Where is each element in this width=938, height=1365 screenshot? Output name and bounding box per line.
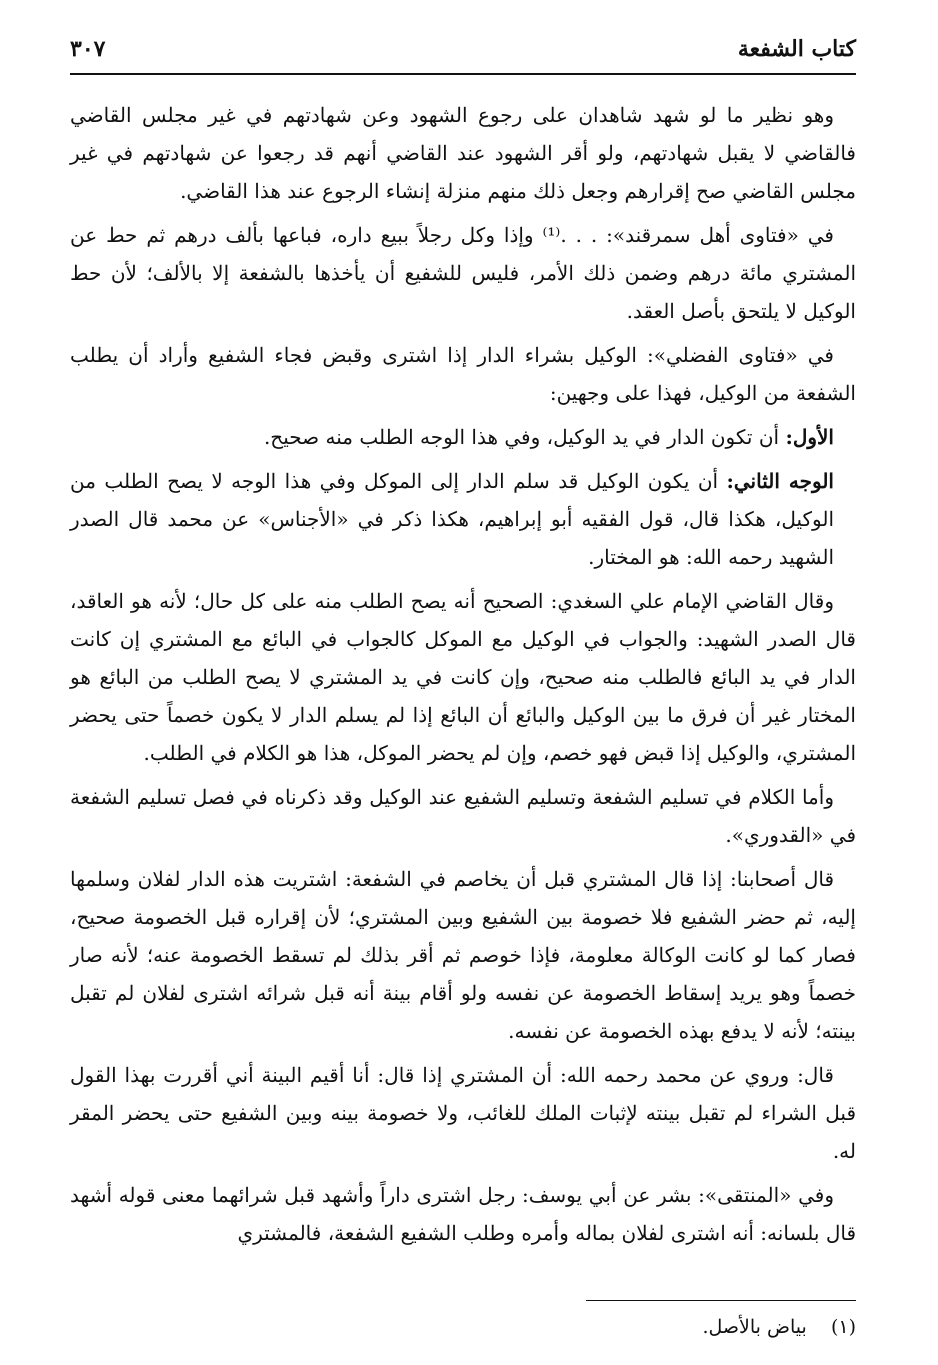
paragraph-text: أن تكون الدار في يد الوكيل، وفي هذا الوجه الطلب منه صحيح. xyxy=(263,425,786,449)
paragraph: وقال القاضي الإمام علي السغدي: الصحيح أنه يصح الطلب منه على كل حال؛ لأنه هو العاقد، قال الصدر الشهيد: والجواب في الوكيل مع الموكل كالجواب في البائع مع المشتري إن كانت الدار في يد البائع فالطلب منه صحيح، وإن كانت في يد المشتري لا يصح الطلب من البائع هو المختار غير أن فرق ما بين الوكيل والبائع أن البائع إذا لم يسلم الدار لا يكون خصماً حتى يحضر المشتري، والوكيل إذا قبض فهو خصم، وإن لم يحضر الموكل، هذا هو الكلام في الطلب. xyxy=(70,589,856,765)
paragraph: قال: وروي عن محمد رحمه الله: أن المشتري إذا قال: أنا أقيم البينة أني أقررت بهذا القول قبل الشراء لم تقبل بينته لإثبات الملك للغائب، ولا خصومة بينه وبين الشفيع حتى يحضر المقر له. xyxy=(70,1063,857,1163)
running-title: كتاب الشفعة xyxy=(737,36,856,62)
footnote xyxy=(70,1313,856,1341)
header-rule xyxy=(70,73,856,75)
paragraph: وفي «المنتقى»: بشر عن أبي يوسف: رجل اشترى داراً وأشهد قبل شرائهما معنى قوله أشهد قال بلسانه: أنه اشترى لفلان بماله وأمره وطلب الشفيع الشفعة، فالمشتري xyxy=(70,1183,856,1245)
page-number: ٣٠٧ xyxy=(70,36,106,62)
paragraph xyxy=(70,462,856,576)
page-header xyxy=(70,30,856,68)
footnote-marker: (١) xyxy=(830,1316,856,1338)
paragraph: في «فتاوى الفضلي»: الوكيل بشراء الدار إذا اشترى وقبض فجاء الشفيع وأراد أن يطلب الشفعة من الوكيل، فهذا على وجهين: xyxy=(70,343,856,405)
paragraph-text: أن يكون الوكيل قد سلم الدار إلى الموكل وفي هذا الوجه لا يصح الطلب من الوكيل، هكذا قال، قول الفقيه أبو إبراهيم، هكذا ذكر في «الأجناس» عن محمد قال الصدر الشهيد رحمه الله: هو المختار. xyxy=(70,469,835,569)
footnote-rule xyxy=(586,1300,856,1301)
paragraph: وهو نظير ما لو شهد شاهدان على رجوع الشهود وعن شهادتهم في غير مجلس القاضي فالقاضي لا يقبل شهادتهم، ولو أقر الشهود عند القاضي أنهم قد رجعوا عن شهادتهم في غير مجلس القاضي صح إقرارهم وجعل ذلك منهم منزلة إنشاء الرجوع عند هذا القاضي. xyxy=(70,103,856,203)
bold-label: الأول: xyxy=(785,425,834,449)
main-text xyxy=(70,96,856,1258)
paragraph: قال أصحابنا: إذا قال المشتري قبل أن يخاصم في الشفعة: اشتريت هذه الدار لفلان وسلمها إليه، ثم حضر الشفيع فلا خصومة بين الشفيع وبين المشتري؛ لأن إقراره قبل الخصومة صحيح، فصار كما لو كانت الوكالة معلومة، فإذا خوصم ثم أقر بذلك لم تسقط الخصومة عنه؛ لأنه صار خصماً وهو يريد إسقاط الخصومة عن نفسه ولو أقام بينة أنه قبل شرائه اشترى لفلان لم تقبل بينته؛ لأنه لا يدفع بهذه الخصومة عن نفسه. xyxy=(70,867,856,1043)
bold-label: الوجه الثاني: xyxy=(726,469,834,493)
paragraph: في «فتاوى أهل سمرقند»: . . .⁽¹⁾ وإذا وكل رجلاً ببيع داره، فباعها بألف درهم ثم حط عن المشتري مائة درهم وضمن ذلك الأمر، فليس للشفيع أن يأخذها بالشفعة إلا بالألف؛ لأن حط الوكيل لا يلتحق بأصل العقد. xyxy=(70,223,856,323)
paragraph xyxy=(70,418,856,456)
footnote-text: بياض بالأصل. xyxy=(702,1316,807,1338)
paragraph: وأما الكلام في تسليم الشفعة وتسليم الشفيع عند الوكيل وقد ذكرناه في فصل تسليم الشفعة في «القدوري». xyxy=(70,785,856,847)
